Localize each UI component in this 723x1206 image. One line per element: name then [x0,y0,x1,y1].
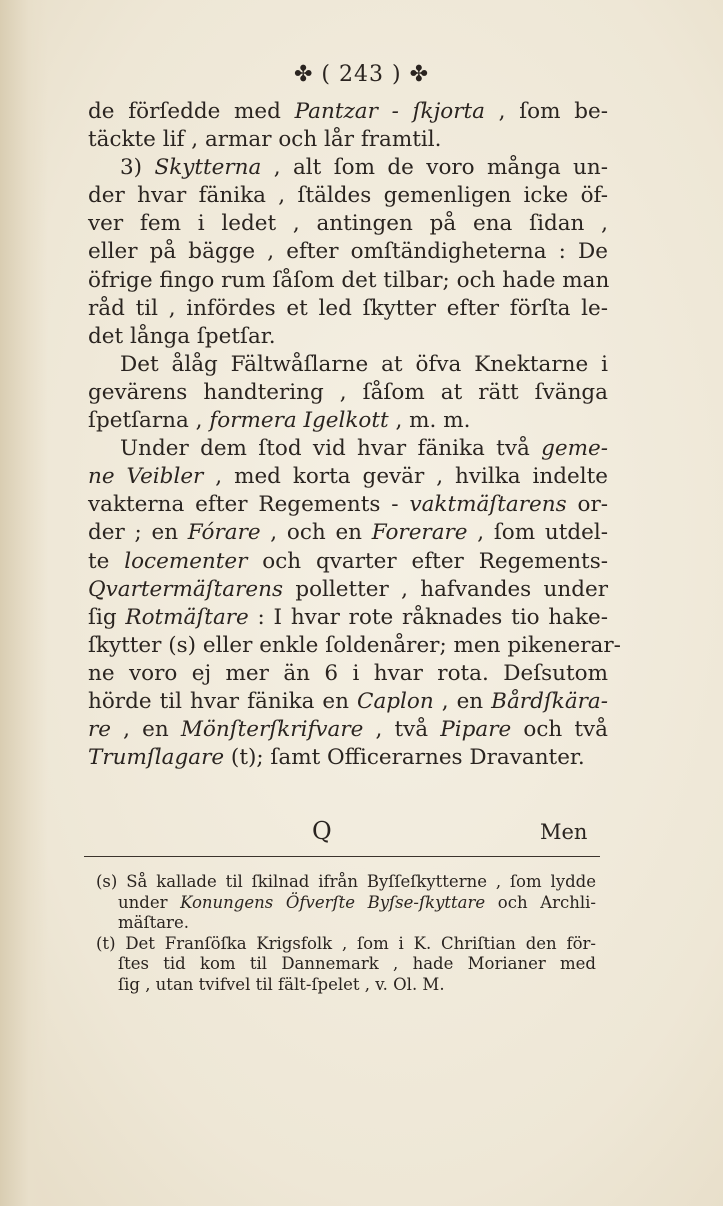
text-line: det långa ſpetſar. [88,323,276,349]
footnote-line: mäſtare. [118,913,189,932]
text-line: 3) Skytterna , alt ſom de voro många un- [120,155,609,181]
footnote-line: ſtes tid kom til Dannemark , hade Morianer med [118,954,596,973]
text-line: te locementer och qvarter efter Regements- [88,548,608,574]
text-line: ſpetſarna , formera Igelkott , m. m. [88,408,471,434]
text-line: vakterna efter Regements - vaktmäſtarens or- [88,492,608,518]
text-line: der ; en Fórare , och en Forerare , ſom utdel- [88,520,608,546]
text-line: gevärens handtering , ſåſom at rätt ſvänga [88,379,608,405]
footnote-rule [84,856,600,857]
page-number: ✤ ( 243 ) ✤ [294,62,429,87]
text-line: ſkytter (s) eller enkle ſoldenårer; men pikenerar- [88,632,621,658]
footnote-line: under Konungens Öfverſte Byſse-ſkyttare och Archli- [118,892,597,912]
footnote-line: (s) Så kallade til ſkilnad ifrån Byſſeſkytterne , ſom lydde [96,872,596,891]
catchword: Men [540,820,588,844]
text-line: ne voro ej mer än 6 i hvar rota. Deſsutom [88,660,608,686]
text-line: täckte lif , armar och lår framtil. [88,127,442,153]
signature-mark: Q [312,817,332,845]
text-line: Trumſlagare (t); ſamt Officerarnes Dravanter. [88,745,585,771]
main-text [88,98,621,772]
text-line: Det ålåg Fältwåſlarne at öfva Knektarne i [120,351,608,377]
text-line: ver fem i ledet , antingen på ena ſidan , [88,211,608,237]
text-line: der hvar fänika , ſtäldes gemenligen icke öf- [88,183,608,209]
page-header [0,62,723,87]
text-line: ſig Rotmäſtare : I hvar rote råknades tio hake- [88,604,609,630]
text-line: re , en Mönſterſkrifvare , två Pipare och två [88,717,608,743]
text-line: Under dem ſtod vid hvar fänika två geme- [120,436,608,462]
text-line: eller på bägge , efter omſtändigheterna : De [88,239,608,265]
footnote-line: ſig , utan tvifvel til fält-ſpelet , v. Ol. M. [118,974,445,994]
text-line: öfrige fingo rum ſåſom det tilbar; och hade man [88,267,610,293]
page-gutter-shadow [0,0,48,1206]
text-line: råd til , infördes et led ſkytter efter förſta le- [88,295,608,321]
text-line: Qvartermäſtarens polletter , hafvandes under [88,576,608,602]
text-line: hörde til hvar fänika en Caplon , en Bårdſkära- [88,688,608,714]
footnote-line: (t) Det Franſöſka Krigsfolk , ſom i K. Chriſtian den för- [96,933,596,953]
footnotes [96,872,596,995]
text-line: ne Veibler , med korta gevär , hvilka indelte [88,464,609,490]
text-line: de förſedde med Pantzar - ſkjorta , ſom be- [88,99,608,124]
